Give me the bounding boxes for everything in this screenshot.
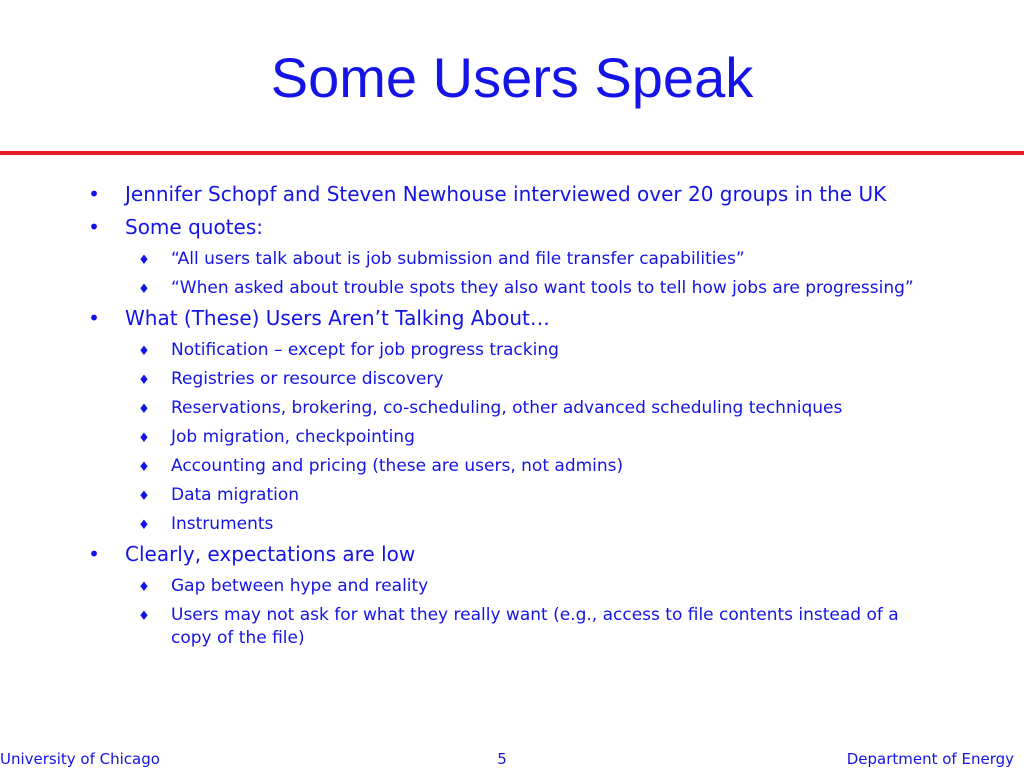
bullet-text: What (These) Users Aren’t Talking About… (125, 306, 550, 330)
sub-bullet-item (0, 484, 1024, 507)
sub-bullet-text: Reservations, brokering, co-scheduling, other advanced scheduling techniques (171, 398, 843, 418)
diamond-bullet-icon: ♦ (138, 431, 150, 446)
bullet-text: Clearly, expectations are low (125, 542, 416, 566)
diamond-bullet-icon: ♦ (138, 518, 150, 533)
sub-bullet-text: Notification – except for job progress tracking (171, 340, 559, 360)
diamond-bullet-icon: ♦ (138, 580, 150, 595)
sub-bullet-text: Instruments (171, 514, 274, 534)
bullet-dot-icon: • (88, 306, 100, 330)
sub-bullet-text: Job migration, checkpointing (171, 427, 415, 447)
footer-department: Department of Energy (846, 750, 1014, 768)
sub-bullet-text: Users may not ask for what they really want (e.g., access to file contents instead of a copy of the file) (171, 605, 899, 648)
sub-bullet-item (0, 513, 1024, 536)
diamond-bullet-icon: ♦ (138, 344, 150, 359)
bullet-item (0, 215, 1024, 240)
bullet-item (0, 542, 1024, 567)
bullet-text: Some quotes: (125, 215, 263, 239)
sub-bullet-item (0, 426, 1024, 449)
sub-bullet-item (0, 277, 1024, 300)
sub-bullet-text: “All users talk about is job submission and file transfer capabilities” (171, 249, 745, 269)
sub-bullet-item (0, 455, 1024, 478)
bullet-dot-icon: • (88, 542, 100, 566)
diamond-bullet-icon: ♦ (138, 460, 150, 475)
sub-bullet-item (0, 604, 1024, 650)
diamond-bullet-icon: ♦ (138, 282, 150, 297)
bullet-item (0, 306, 1024, 331)
diamond-bullet-icon: ♦ (138, 373, 150, 388)
sub-bullet-text: “When asked about trouble spots they also want tools to tell how jobs are progressing” (171, 278, 914, 298)
title-divider (0, 151, 1024, 155)
bullet-dot-icon: • (88, 182, 100, 206)
sub-bullet-text: Accounting and pricing (these are users, not admins) (171, 456, 624, 476)
diamond-bullet-icon: ♦ (138, 609, 150, 624)
sub-bullet-text: Registries or resource discovery (171, 369, 444, 389)
bullet-text: Jennifer Schopf and Steven Newhouse interviewed over 20 groups in the UK (125, 182, 887, 206)
footer-organization: University of Chicago (0, 750, 160, 768)
page-number: 5 (497, 750, 507, 768)
diamond-bullet-icon: ♦ (138, 489, 150, 504)
slide-title: Some Users Speak (270, 46, 754, 109)
sub-bullet-text: Gap between hype and reality (171, 576, 429, 596)
sub-bullet-item (0, 368, 1024, 391)
sub-bullet-text: Data migration (171, 485, 300, 505)
sub-bullet-item (0, 248, 1024, 271)
bullet-dot-icon: • (88, 215, 100, 239)
bullet-list (0, 182, 1024, 656)
diamond-bullet-icon: ♦ (138, 402, 150, 417)
sub-bullet-item (0, 397, 1024, 420)
diamond-bullet-icon: ♦ (138, 253, 150, 268)
sub-bullet-item (0, 575, 1024, 598)
sub-bullet-item (0, 339, 1024, 362)
bullet-item (0, 182, 1024, 207)
